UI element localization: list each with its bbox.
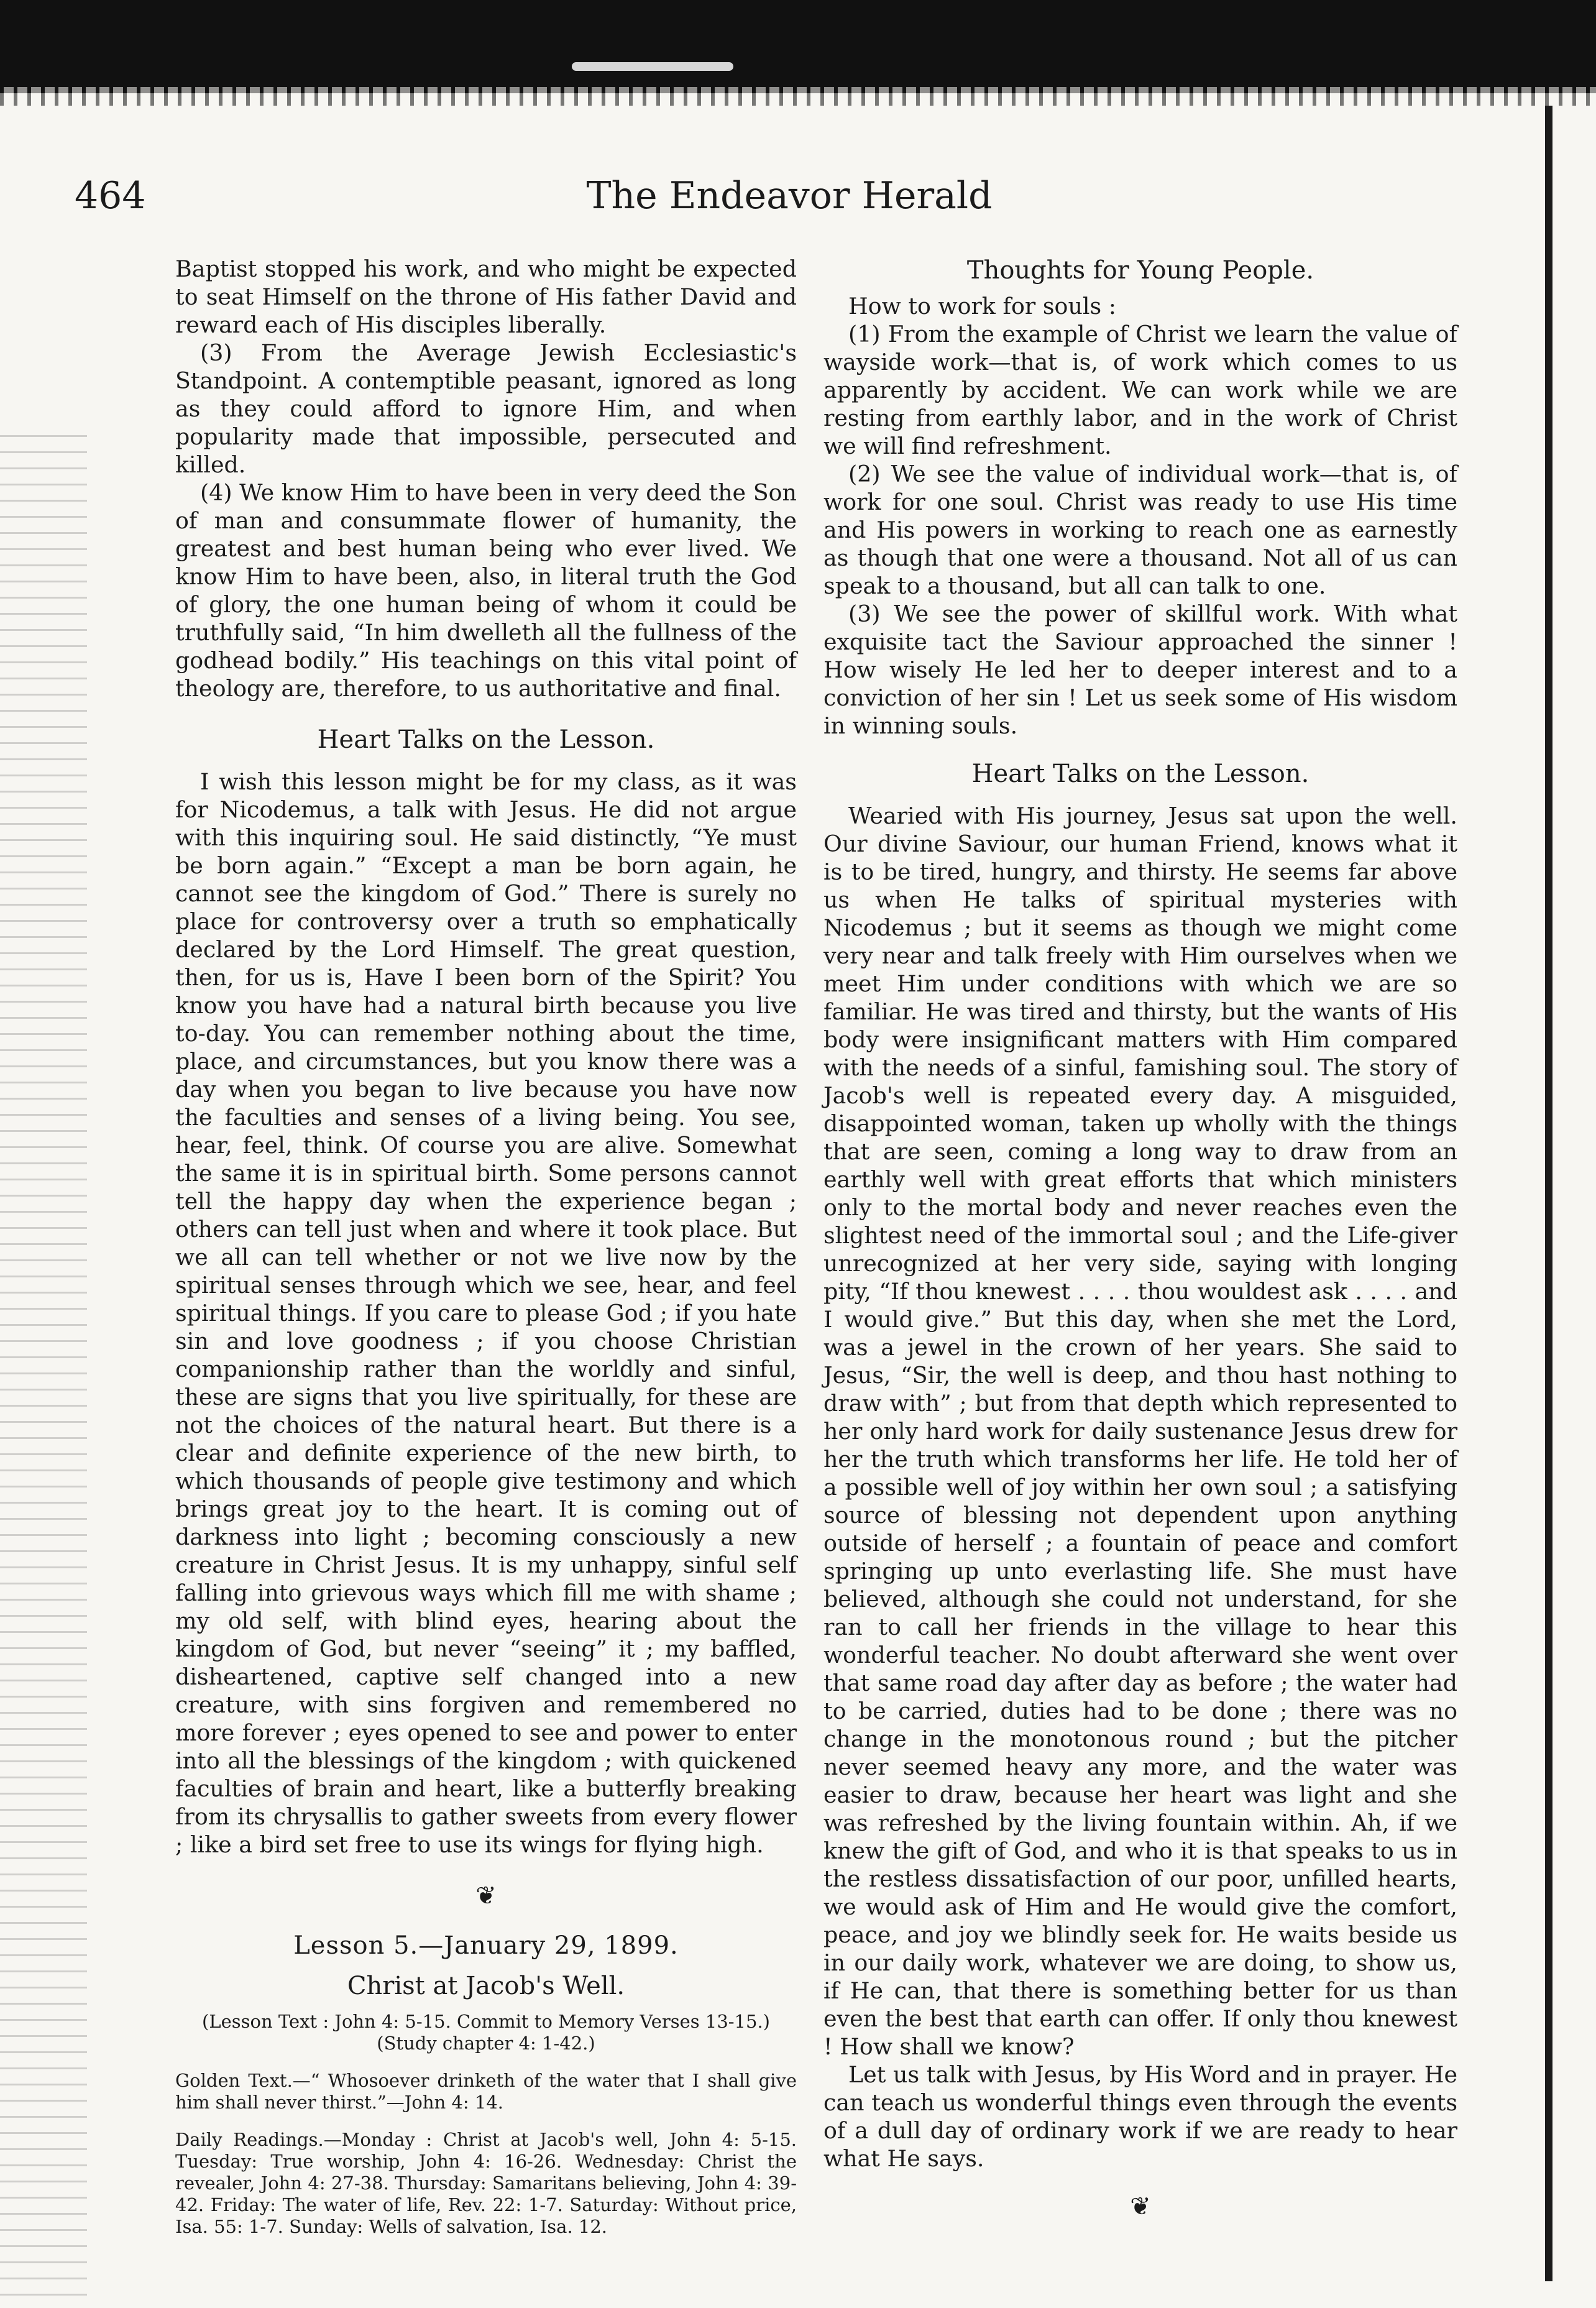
page-number: 464	[75, 174, 146, 218]
section-heading: Heart Talks on the Lesson.	[317, 725, 655, 754]
section-heading: Heart Talks on the Lesson.	[971, 760, 1309, 788]
scan-streak	[572, 62, 733, 71]
scan-speckle-left	[0, 435, 87, 2300]
page-header	[75, 168, 1492, 224]
lesson-text: (Lesson Text : John 4: 5-15. Commit to Memory Verses 13-15.)	[202, 2011, 770, 2032]
paragraph: (3) We see the power of skillful work. With what exquisite tact the Saviour approached the sinner ! How wisely He led her to deeper interest and to a conviction of her sin ! Let us seek some of His wisdom in winning souls.	[823, 600, 1457, 739]
study-chapter: (Study chapter 4: 1-42.)	[377, 2033, 595, 2054]
running-head: The Endeavor Herald	[586, 174, 993, 218]
left-column	[175, 255, 797, 2238]
fleuron-icon: ❦	[475, 1882, 497, 1910]
lesson-title: Christ at Jacob's Well.	[347, 1972, 625, 2000]
paragraph: I wish this lesson might be for my class, as it was for Nicodemus, a talk with Jesus. He did not argue with this inquiring soul. He said distinctly, “Ye must be born again.” “Except a man be born again, he cannot see the kingdom of God.” There is surely no place for controversy over a truth so emphatically declared by the Lord Himself. The great question, then, for us is, Have I been born of the Spirit? You know you have had a natural birth because you live to-day. You can remember nothing about the time, place, and circumstances, but you know there was a day when you began to live because you have now the faculties and senses of a living being. You see, hear, feel, think. Of course you are alive. Somewhat the same it is in spiritual birth. Some persons cannot tell the happy day when the experience began ; others can tell just when and where it took place. But we all can tell whether or not we live now by the spiritual senses through which we see, hear, and feel spiritual things. If you care to please God ; if you hate sin and love goodness ; if you choose Christian companionship rather than the worldly and sinful, these are signs that you live spiritually, for these are not the choices of the natural heart. But there is a clear and definite experience of the new birth, to which thousands of people give testimony and which brings great joy to the heart. It is coming out of darkness into light ; becoming consciously a new creature in Christ Jesus. It is my unhappy, sinful self falling into grievous ways which fill me with shame ; my old self, with blind eyes, hearing about the kingdom of God, but never “seeing” it ; my baffled, disheartened, captive self changed into a new creature, with sins forgiven and remembered no more forever ; eyes opened to see and power to enter into all the blessings of the kingdom ; with quickened faculties of brain and heart, like a butterfly breaking from its chrysallis to gather sweets from every flower ; like a bird set free to use its wings for flying high.	[175, 768, 797, 1858]
paragraph: Wearied with His journey, Jesus sat upon the well. Our divine Saviour, our human Friend, knows what it is to be tired, hungry, and thirsty. He seems far above us when He talks of spiritual mysteries with Nicodemus ; but it seems as though we might come very near and talk freely with Him ourselves when we meet Him under conditions with which we are so familiar. He was tired and thirsty, but the wants of His body were insignificant matters with Him compared with the needs of a sinful, famishing soul. The story of Jacob's well is repeated every day. A misguided, disappointed woman, taken up wholly with the things that are seen, coming a long way to draw from an earthly well with great efforts that which ministers only to the mortal body and never reaches even the slightest need of the immortal soul ; and the Life-giver unrecognized at her very side, saying with longing pity, “If thou knewest . . . . thou wouldest ask . . . . and I would give.” But this day, when she met the Lord, was a jewel in the crown of her years. She said to Jesus, “Sir, the well is deep, and thou hast nothing to draw with” ; but from that depth which represented to her only hard work for daily sustenance Jesus drew for her the truth which transforms her life. He told her of a possible well of joy within her own soul ; a satisfying source of blessing not dependent upon anything outside of herself ; a fountain of peace and comfort springing up unto everlasting life. She must have believed, although she could not understand, for she ran to call her friends in the village to hear this wonderful teacher. No doubt afterward she went over that same road day after day as before ; the water had to be carried, duties had to be done ; there was no change in the monotonous round ; but the pitcher never seemed heavy any more, and the water was easier to draw, because her heart was light and she was refreshed by the living fountain within. Ah, if we knew the gift of God, and who it is that speaks to us in the restless dissatisfaction of our poor, unfilled hearts, we would ask of Him and He would give the comfort, peace, and joy we blindly seek for. He waits beside us in our daily work, whatever we are doing, to show us, if He can, that there is something better for us than even the best that earth can offer. If only thou knewest ! How shall we know?	[823, 802, 1457, 2060]
paragraph: (2) We see the value of individual work—that is, of work for one soul. Christ was ready to use His time and His powers in working to reach one as earnestly as though that one were a thousand. Not all of us can speak to a thousand, but all can talk to one.	[823, 461, 1457, 599]
fleuron-icon: ❦	[1130, 2192, 1151, 2221]
golden-text: Golden Text.—“ Whosoever drinketh of the water that I shall give him shall never thirst.”—John 4: 14.	[175, 2070, 797, 2113]
paragraph: Baptist stopped his work, and who might be expected to seat Himself on the throne of His father David and reward each of His disciples liberally.	[175, 255, 797, 338]
scan-border-top	[0, 0, 1596, 93]
section-heading: Thoughts for Young People.	[966, 256, 1314, 285]
paragraph: (4) We know Him to have been in very deed the Son of man and consummate flower of humanity, the greatest and best human being who ever lived. We know Him to have been, also, in literal truth the God of glory, the one human being of whom it could be truthfully said, “In him dwelleth all the fullness of the godhead bodily.” His teachings on this vital point of theology are, therefore, to us authoritative and final.	[175, 479, 797, 702]
paragraph: Let us talk with Jesus, by His Word and in prayer. He can teach us wonderful things even through the events of a dull day of ordinary work if we are ready to hear what He says.	[823, 2061, 1457, 2172]
scan-edge-noise	[0, 87, 1596, 106]
lesson-number: Lesson 5.—January 29, 1899.	[293, 1931, 679, 1960]
scan-border-right	[1545, 106, 1552, 2281]
right-column	[823, 255, 1457, 2222]
intro-line: How to work for souls :	[848, 293, 1117, 320]
paragraph: (3) From the Average Jewish Ecclesiastic's Standpoint. A contemptible peasant, ignored as long as they could afford to ignore Him, and when popularity made that impossible, persecuted and killed.	[175, 339, 797, 478]
daily-readings: Daily Readings.—Monday : Christ at Jacob's well, John 4: 5-15. Tuesday: True worship, John 4: 16-26. Wednesday: Christ the revealer, John 4: 27-38. Thursday: Samaritans believing, John 4: 39-42. Friday: The water of life, Rev. 22: 1-7. Saturday: Without price, Isa. 55: 1-7. Sunday: Wells of salvation, Isa. 12.	[175, 2129, 797, 2237]
paragraph: (1) From the example of Christ we learn the value of wayside work—that is, of work which comes to us apparently by accident. We can work while we are resting from earthly labor, and in the work of Christ we will find refreshment.	[823, 321, 1457, 459]
